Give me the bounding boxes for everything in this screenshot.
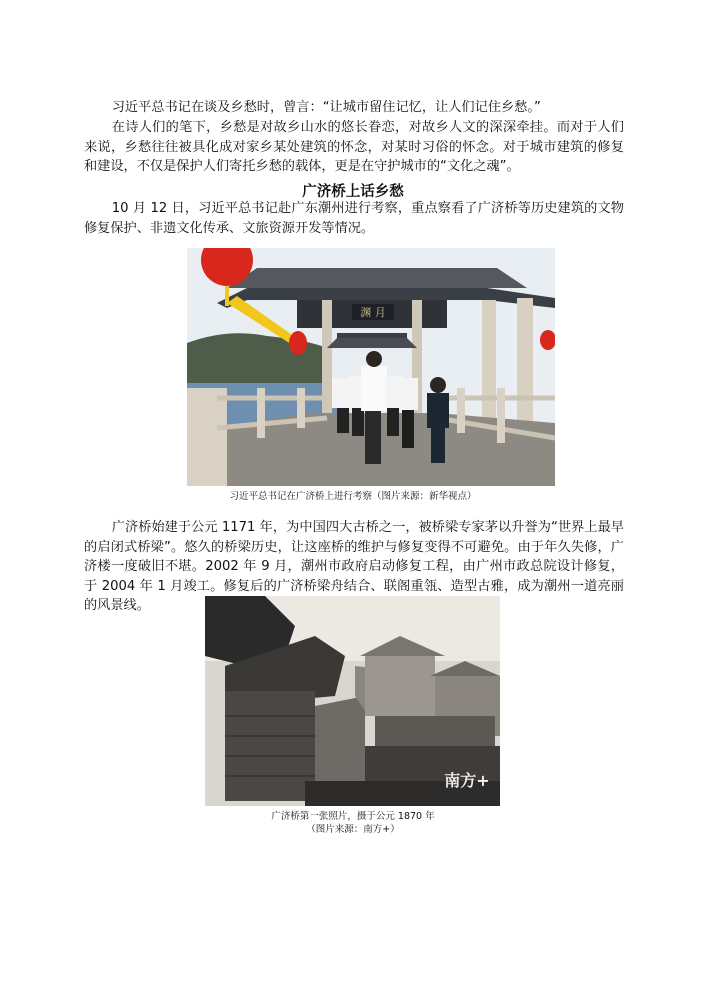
- photo2-caption-line2: （图片来源：南方+）: [306, 824, 400, 835]
- section-paragraph-2: 广济桥始建于公元 1171 年，为中国四大古桥之一，被桥梁专家茅以升誉为“世界上最早的启闭式桥梁”。悠久的桥梁历史，让这座桥的维护与修复变得不可避免。由于年久失修，广济楼一度破旧不堪。2002 年 9 月，潮州市政府启动修复工程，由广州市政总院设计修复，于 2004 年 1 月竣工。修复后的广济桥梁舟结合、联阁重瓴、造型古雅，成为潮州一道亮丽的风景线。: [84, 520, 624, 613]
- photo-inspection: [187, 248, 555, 486]
- photo-historical: [205, 596, 500, 806]
- photo2-caption-line1: 广济桥第一张照片，摄于公元 1870 年: [271, 811, 435, 822]
- plaque-text: 渊 月: [360, 306, 386, 319]
- intro-paragraph: 在诗人们的笔下，乡愁是对故乡山水的悠长眷恋，对故乡人文的深深牵挂。而对于人们来说，乡愁往往被具化成对家乡某处建筑的怀念，对某时习俗的怀念。对于城市建筑的修复和建设，不仅是保护人们寄托乡愁的载体，更是在守护城市的“文化之魂”。: [84, 120, 624, 174]
- section-paragraph-1: 10 月 12 日，习近平总书记赴广东潮州进行考察，重点察看了广济桥等历史建筑的文物修复保护、非遗文化传承、文旅资源开发等情况。: [84, 201, 624, 236]
- photo2-watermark: 南方+: [444, 771, 490, 790]
- section-title: 广济桥上话乡愁: [302, 184, 404, 200]
- photo1-caption: 习近平总书记在广济桥上进行考察（图片来源：新华视点）: [229, 491, 477, 502]
- intro-quote-line: 习近平总书记在谈及乡愁时，曾言：“让城市留住记忆，让人们记住乡愁。”: [111, 100, 541, 115]
